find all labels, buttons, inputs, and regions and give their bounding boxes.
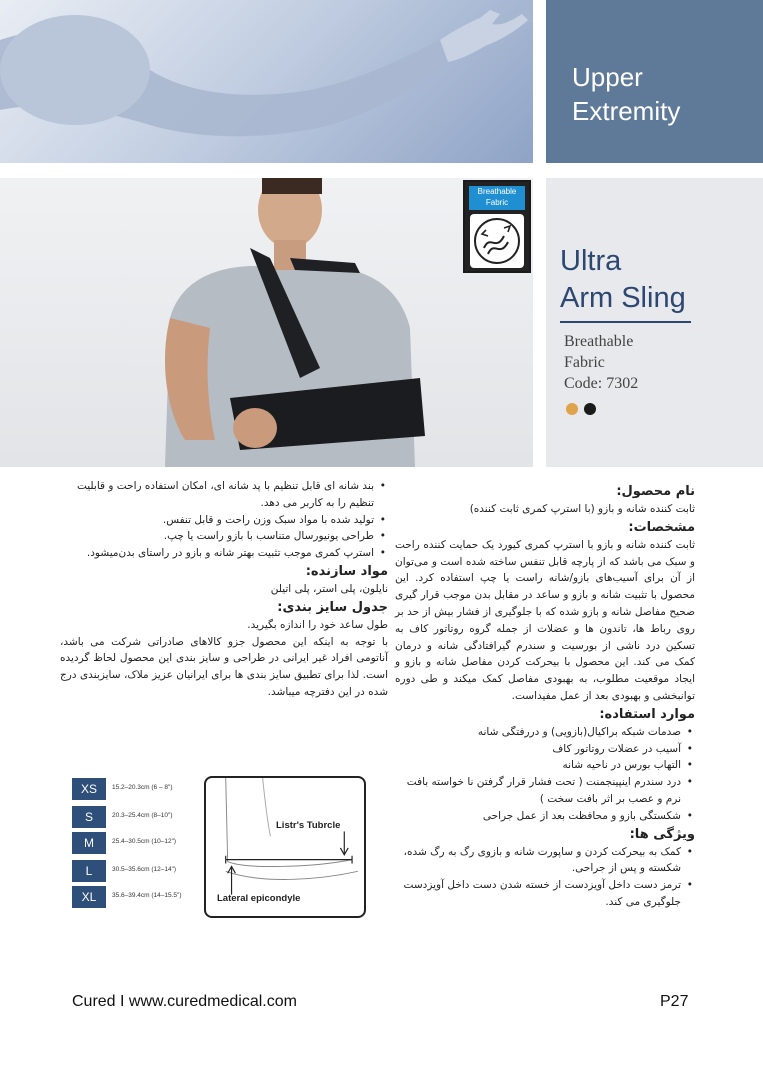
list-item: • شکستگی بازو و محافظت بعد از عمل جراحی <box>395 808 681 825</box>
size-row <box>72 860 207 882</box>
features-column <box>60 478 388 701</box>
list-item: • بند شانه ای قابل تنظیم با پد شانه ای، امکان استفاده راحت و قابلیت تنظیم را به کاربر می دهد. <box>60 478 374 512</box>
product-name-heading: نام محصول: <box>616 484 695 499</box>
size-badge: L <box>72 860 106 882</box>
size-row <box>72 806 207 828</box>
color-swatch-black <box>584 403 596 415</box>
lateral-epicondyle-label: Lateral epicondyle <box>217 893 301 904</box>
size-range: 20.3–25.4cm (8–10") <box>112 812 173 819</box>
size-row <box>72 832 207 854</box>
product-photo <box>0 178 533 467</box>
list-item: • التهاب بورس در ناحیه شانه <box>395 757 681 774</box>
size-instruction: طول ساعد خود را اندازه بگیرید. <box>247 618 388 631</box>
size-note: با توجه به اینکه این محصول جزو کالاهای صادراتی شرکت می باشد، آناتومی افراد غیر ایرانی در طراحی و سایز بندی این محصول لحاظ گردیده است. لذا برای تطبیق سایز بندی ها برای ایرانیان عزیز ملاک، سایزبندی درج شده در این دفترچه میباشد. <box>60 635 388 698</box>
list-item: • صدمات شبکه براکیال(بازویی) و دررفتگی شانه <box>395 724 681 741</box>
size-range: 25.4–30.5cm (10–12") <box>112 838 177 845</box>
features-heading: ویژگی ها: <box>629 826 695 842</box>
list-item: • درد سندرم اینپینجمنت ( تحت فشار قرار گرفتن نا خواسته بافت نرم و عصب بر اثر بافت سخت ) <box>395 774 681 808</box>
uses-heading: موارد استفاده: <box>599 706 695 722</box>
product-name-text: ثابت کننده شانه و بازو (با استرپ کمری ثابت کننده) <box>469 503 695 515</box>
product-subtitle <box>564 331 638 394</box>
subtitle-line: Fabric <box>564 354 605 371</box>
size-range: 30.5–35.6cm (12–14") <box>112 866 177 873</box>
list-item: • آسیب در عضلات روتاتور کاف <box>395 741 681 758</box>
badge-label: Breathable Fabric <box>469 186 525 210</box>
list-item: • تولید شده با مواد سبک وزن راحت و قابل تنفس. <box>60 512 374 529</box>
hero-image-arm <box>0 0 533 163</box>
material-heading: مواد سازنده: <box>305 563 388 579</box>
list-item: • استرپ کمری موجب تثبیت بهتر شانه و بازو در راستای بدن‌میشود. <box>60 545 374 562</box>
size-heading: جدول سایز بندی: <box>277 599 388 615</box>
feature-bullets <box>60 478 388 562</box>
size-range: 35.6–39.4cm (14–15.5") <box>112 892 182 899</box>
size-badge: M <box>72 832 106 854</box>
uses-list <box>395 724 695 825</box>
specs-text: ثابت کننده شانه و بازو با استرپ کمری کیورد یک حمایت کننده راحت و سبک می باشد که از پارچه قابل تنفس ساخته شده است و می‌توان از آن برای آسیب‌های بازو/شانه راست یا چپ استفاده کرد. این محصول با تثبیت شانه و بازو و ساعد در مقابل بدن موجب قرار گیری صحیح مفاصل شانه و بازو شده که با جلوگیری از فشار بیش از حد بر روی رباط ها، تاندون ها و عضلات از جمله گروه روتاتور کاف به تسکین درد ناشی از بورسیت و سندرم گیرافتادگی شانه و درمان کمک می کند. این محصول با بیحرکت کردن مفاصل شانه و بازو و ایجاد موقعیت مطلوب، به بهبودی مفاصل کمک میکند و طی دوره توانبخشی و بهبودی بعد از عمل مفیداست. <box>395 538 695 702</box>
features-list <box>395 844 695 911</box>
footer-brand-website: Cured I www.curedmedical.com <box>72 993 297 1010</box>
material-text: نایلون، پلی استر، پلی اتیلن <box>270 582 388 595</box>
breathable-fabric-icon <box>470 214 524 268</box>
size-badge: XL <box>72 886 106 908</box>
list-item: • کمک به بیحرکت کردن و ساپورت شانه و بازوی رگ به رگ شده، شکسته و پس از جراحی. <box>395 844 681 878</box>
size-row <box>72 778 207 800</box>
list-item: • ترمز دست داخل آویزدست از خسته شدن دست داخل آویزدست جلوگیری می کند. <box>395 877 681 911</box>
listers-tubercle-label: Listr's Tubrcle <box>276 820 341 831</box>
specs-heading: مشخصات: <box>628 519 695 535</box>
subtitle-line: Breathable <box>564 333 634 350</box>
title-divider <box>560 321 691 323</box>
size-range: 15.2–20.3cm (6 – 8") <box>112 784 173 791</box>
size-badge: XS <box>72 778 106 800</box>
list-item: • طراحی یونیورسال متناسب با بازو راست یا چپ. <box>60 528 374 545</box>
product-title: Ultra Arm Sling <box>560 245 686 314</box>
product-description-column <box>395 482 695 911</box>
page-number: P27 <box>660 993 689 1010</box>
color-swatch-tan <box>566 403 578 415</box>
breathable-fabric-badge <box>463 180 531 273</box>
category-title: Upper Extremity <box>572 62 681 126</box>
size-chart <box>72 772 202 912</box>
size-badge: S <box>72 806 106 828</box>
product-code: Code: 7302 <box>564 375 639 392</box>
size-row <box>72 886 207 908</box>
